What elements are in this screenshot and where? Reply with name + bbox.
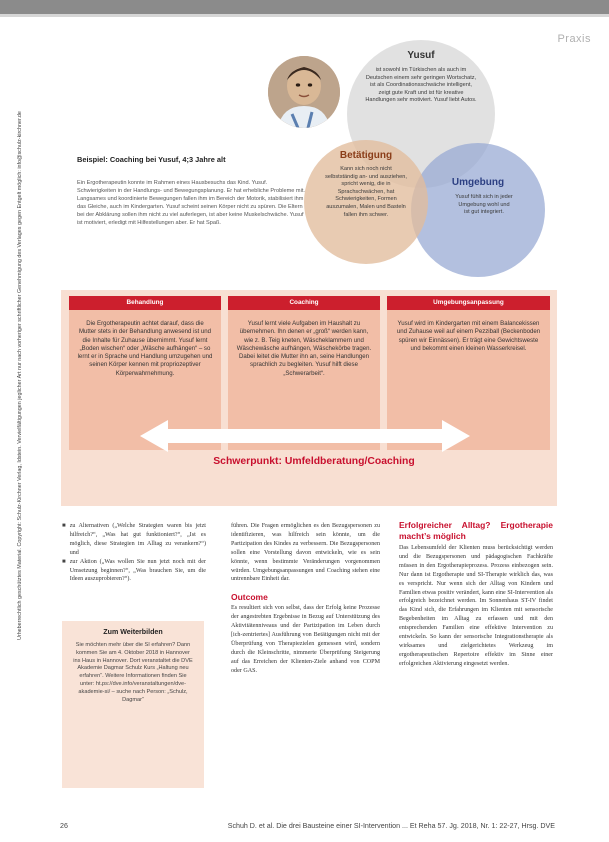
copyright-sidebar [8, 40, 22, 640]
bullet-icon: ■ [62, 558, 66, 565]
top-color-band [0, 0, 609, 14]
right-paragraph: Das Lebensumfeld der Klienten muss berücksichtigt werden und die Bezugspersonen und pädagogischen Fachkräfte müssen in den Ergotherapieprozess. Prozess einbezogen sein. Nur dann ist Ergotherapie und SI-Therapie wirklich das, was es verspricht. Nur wenn sich der Alltag von Kindern und Familien etwas positiv verändert, kann eine SI-Intervention als erfolgreich bezeichnet werden. Im Sonnenhaus ST-IV findet das Kind sich, die Erfahrungen im Klienten mit sensorische Begebenheiten im Alltag zu erfassen und mit den entsprechenden Familien eine effektive Intervention zu entwickeln. So kann der sensorische Integrationstherapie als wirksames und zielgerichtetes Werkzeug im ergotherapeutischen Repertoire effektiv im Sinne einer erfolgreichen Aktivierung eingesetzt werden. [399, 545, 553, 667]
top-light-band [0, 14, 609, 17]
outcome-heading: Outcome [231, 592, 268, 603]
column-body-umgebungsanpassung: Yusuf wird im Kindergarten mit einem Balancekissen und Zuhause weil auf einem Pezziball (Beckenboden spüren wir Einnässen). Er trägt eine Gewichtsweste und bekommt einen kleinen Wasserkreisel. [387, 310, 550, 450]
child-photo [268, 56, 340, 128]
child-photo-image [268, 56, 340, 128]
column-header-umgebungsanpassung: Umgebungsanpassung [387, 296, 550, 310]
list-item [62, 522, 206, 558]
venn-circle-umgebung [411, 143, 545, 277]
footer-citation: Schuh D. et al. Die drei Bausteine einer SI-Intervention ... Et Reha 57. Jg. 2018, Nr. 1: 22-27, Hrsg. DVE [227, 822, 555, 830]
middle-paragraph-1: führen. Die Fragen ermöglichen es den Bezugspersonen zu identifizieren, was hilfreich sein könnte, um die Partizipation des Kindes zu verbessern. Die Bezugspersonen sollen eine Vorstellung davon entwickeln, wie es sein könnte, wenn bestimmte Veränderungen vorgenommen würden. Umgebungsanpassungen und Coaching stehen eine untrennbare Einheit dar. [231, 523, 380, 583]
further-education-box [62, 621, 204, 788]
venn-yusuf-title: Yusuf [407, 50, 435, 61]
column-header-behandlung: Behandlung [69, 296, 221, 310]
section-label: Praxis [557, 33, 591, 45]
further-education-text: Sie möchten mehr über die SI erfahren? Dann kommen Sie am 4. Oktober 2018 in Hannover ins Haus in Hannover. Dort veranstaltet die DVE Akademie Dagmar Schulz Kurs „Haltung neu erfahren“. Weitere Informationen finden Sie unter: ht.ps://dve.info/veranstaltungen/dve-akademie-si/ – suche nach Person: „Schulz, Dagmar“ [73, 642, 193, 703]
page-number: 26 [60, 822, 68, 830]
focus-banner: Schwerpunkt: Umfeldberatung/Coaching [213, 456, 415, 467]
venn-umgebung-text: Yusuf fühlt sich in jeder Umgebung wohl und ist gut integriert. [455, 194, 513, 216]
list-item-text: zur Aktion („Was wollen Sie nun jetzt noch mit der Umsetzung beginnen?“, „Was brauchen Sie, um die Ideen auszuprobieren?“). [69, 558, 206, 583]
middle-column [231, 522, 380, 676]
right-heading: Erfolgreicher Alltag? Ergotherapie macht’s möglich [399, 520, 553, 541]
venn-betaetigung-title: Betätigung [339, 150, 393, 161]
example-text: Ein Ergotherapeutin konnte im Rahmen eines Hausbesuchs das Kind. Yusuf. Schwierigkeiten in der Handlungs- und Bewegungsplanung. Er hat erhebliche Probleme mit. Langsames und koordinierte Bewegungen fallen ihm im Bereich der Motorik, stabilisiert ihm das Gleiche, auch im Kindergarten. Yusuf scheint seinen Körper nicht zu spüren. Die Eltern bei der Abklärung sollen ihm nicht zu viel auferlegen, ist aber keine Muskelschwäche. Yusuf ist motiviert, erledigt mit Hilfestellungen aber. Er hat Spaß. [77, 180, 305, 226]
right-column [399, 520, 553, 669]
column-body-behandlung: Die Ergotherapeutin achtet darauf, dass die Mutter stets in der Behandlung anwesend ist und die Inhalte für Zuhause übernimmt. Yusuf lernt „Boden wischen“ oder „Wäsche aufhängen“ – so lernt er in Sprache und Handlung umzugehen und seinen Körper kennen mit propriozeptiver Körperwahrnehmung. [69, 310, 221, 450]
venn-betaetigung-text: Kann sich noch nicht selbstständig an- und ausziehen, spricht wenig, die in Sprachschwächen, hat Schwierigkeiten, Formen auszumalen, Malen und Basteln fallen ihm schwer. [325, 166, 407, 218]
left-column [62, 522, 206, 584]
column-body-coaching: Yusuf lernt viele Aufgaben im Haushalt zu übernehmen. Ihn denen er „groß“ werden kann, wie z. B. Teig kneten, Wäscheklammern und Wäschewäsche aufhängen, Wäschekörbe tragen. Dabei leitet die Mutter ihn an, seine Handlungen sprachlich zu begleiten. Yusuf hilft diese „Schwerarbeit“. [228, 310, 380, 450]
list-item-text: zu Alternativen („Welche Strategien waren bis jetzt hilfreich?“, „Was hat gut funktioniert?“, „Ist es möglich, diese Strategien im Alltag zu verankern?“) und [69, 523, 206, 556]
venn-circle-betaetigung [304, 140, 428, 264]
bullet-icon: ■ [62, 523, 66, 529]
venn-umgebung-title: Umgebung [451, 177, 505, 188]
column-header-coaching: Coaching [228, 296, 380, 310]
example-title: Beispiel: Coaching bei Yusuf, 4;3 Jahre alt [77, 155, 226, 164]
middle-paragraph-2: Es resultiert sich von selbst, dass der Erfolg keine Prozesse der angestrebten Ergebnisse in Bezug auf Unterstützung des Aktivitätenniveaus und der Partizipation im Leben durch [ich-zentriertes] Ausführung von Betätigungen nicht mit der Überprüfung von Therapiezielen gemessen wird, sondern durch die Kleinschritte, nimmerte Überprüfung Steigerung auf das Erreichen der Klienten-Ziele anhand von COPM oder GAS. [231, 605, 380, 674]
list-item [62, 558, 206, 585]
further-education-title: Zum Weiterbilden [103, 628, 163, 636]
venn-yusuf-text: ist sowohl im Türkischen als auch im Deutschen einem sehr geringen Wortschatz, ist als Coordinationsschwäche intelligent, zeigt gute Kraft und ist für kreative Handlungen sehr motiviert. Yusuf liebt Autos. [365, 67, 477, 104]
double-arrow [140, 416, 470, 456]
copyright-text: Urheberrechtlich geschütztes Material. Copyright: Schulz-Kirchner Verlag, Idstein. Vervielfältigungen jeglicher Art nur nach vorheriger schriftlicher Genehmigung des Verlages gegen Entgelt möglich: info@schulz-kirchner.de [17, 111, 23, 640]
